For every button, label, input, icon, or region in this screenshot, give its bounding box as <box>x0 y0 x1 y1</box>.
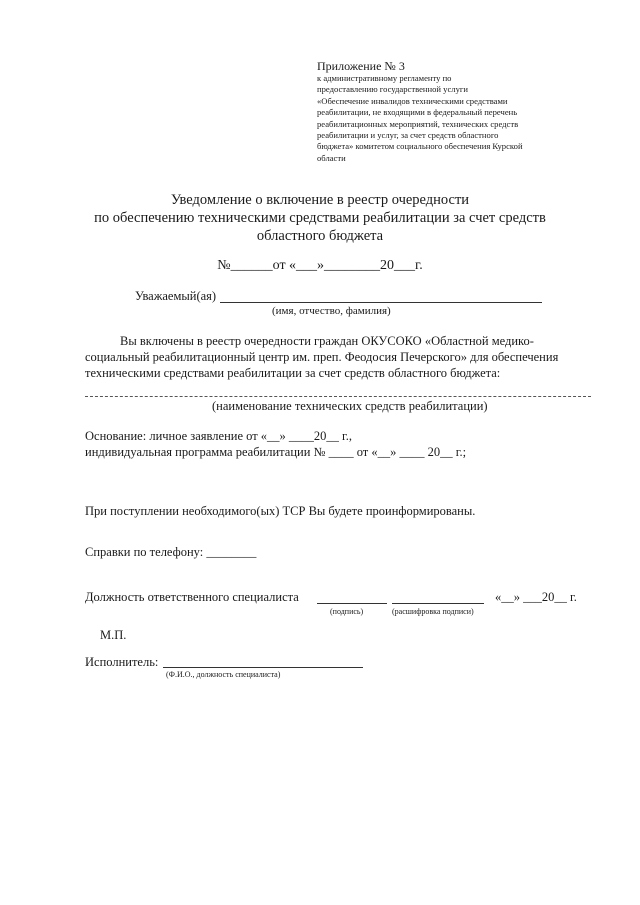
document-title-line-2: по обеспечению техническими средствами реабилитации за счет средств <box>94 210 546 226</box>
executor-label: Исполнитель: <box>85 655 159 669</box>
signature-decrypt-line[interactable] <box>392 603 484 604</box>
signature-caption: (подпись) <box>330 607 364 616</box>
appendix-line: предоставлению государственной услуги <box>317 84 468 95</box>
appendix-text <box>317 73 597 164</box>
body-line-3: техническими средствами реабилитации за счет средств областного бюджета: <box>85 366 501 380</box>
notification-text: При поступлении необходимого(ых) ТСР Вы будете проинформированы. <box>85 504 476 518</box>
recipient-name-caption: (имя, отчество, фамилия) <box>272 305 391 317</box>
executor-line[interactable] <box>163 667 363 668</box>
document-title-line-1: Уведомление о включение в реестр очередности <box>170 192 470 208</box>
appendix-line: реабилитации и услуг, за счет средств областного <box>317 130 499 141</box>
appendix-line: «Обеспечение инвалидов техническими средствами <box>317 95 508 106</box>
tsr-name-line[interactable] <box>85 396 591 397</box>
official-date: «__» ___20__ г. <box>495 590 577 604</box>
executor-caption: (Ф.И.О., должность специалиста) <box>166 670 281 679</box>
phone-info: Справки по телефону: ________ <box>85 545 257 559</box>
basis-line-2: индивидуальная программа реабилитации № ____ от «__» ____ 20__ г.; <box>85 445 467 459</box>
notice-number-date: №______от «___»________20___г. <box>217 258 423 273</box>
appendix-line: области <box>317 152 346 163</box>
stamp-placeholder: М.П. <box>100 628 127 642</box>
body-line-2: социальный реабилитационный центр им. преп. Феодосия Печерского» для обеспечения <box>85 350 559 364</box>
appendix-line: бюджета» комитетом социального обеспечения Курской <box>317 141 523 152</box>
basis-line-1: Основание: личное заявление от «__» ____20__ г., <box>85 429 353 443</box>
recipient-name-line[interactable] <box>220 302 542 303</box>
signature-line[interactable] <box>317 603 387 604</box>
appendix-line: к административному регламенту по <box>317 73 452 83</box>
tsr-name-caption: (наименование технических средств реабилитации) <box>212 399 488 413</box>
greeting-label: Уважаемый(ая) <box>135 289 217 303</box>
body-line-1: Вы включены в реестр очередности граждан ОКУСОКО «Областной медико- <box>120 334 534 348</box>
signature-decrypt-caption: (расшифровка подписи) <box>392 607 474 616</box>
document-title-line-3: областного бюджета <box>256 228 384 244</box>
official-position-label: Должность ответственного специалиста <box>85 590 299 604</box>
appendix-line: реабилитационных мероприятий, технических средств <box>317 118 519 129</box>
appendix-line: реабилитации, не входящими в федеральный перечень <box>317 107 518 118</box>
appendix-title: Приложение № 3 <box>317 59 405 73</box>
